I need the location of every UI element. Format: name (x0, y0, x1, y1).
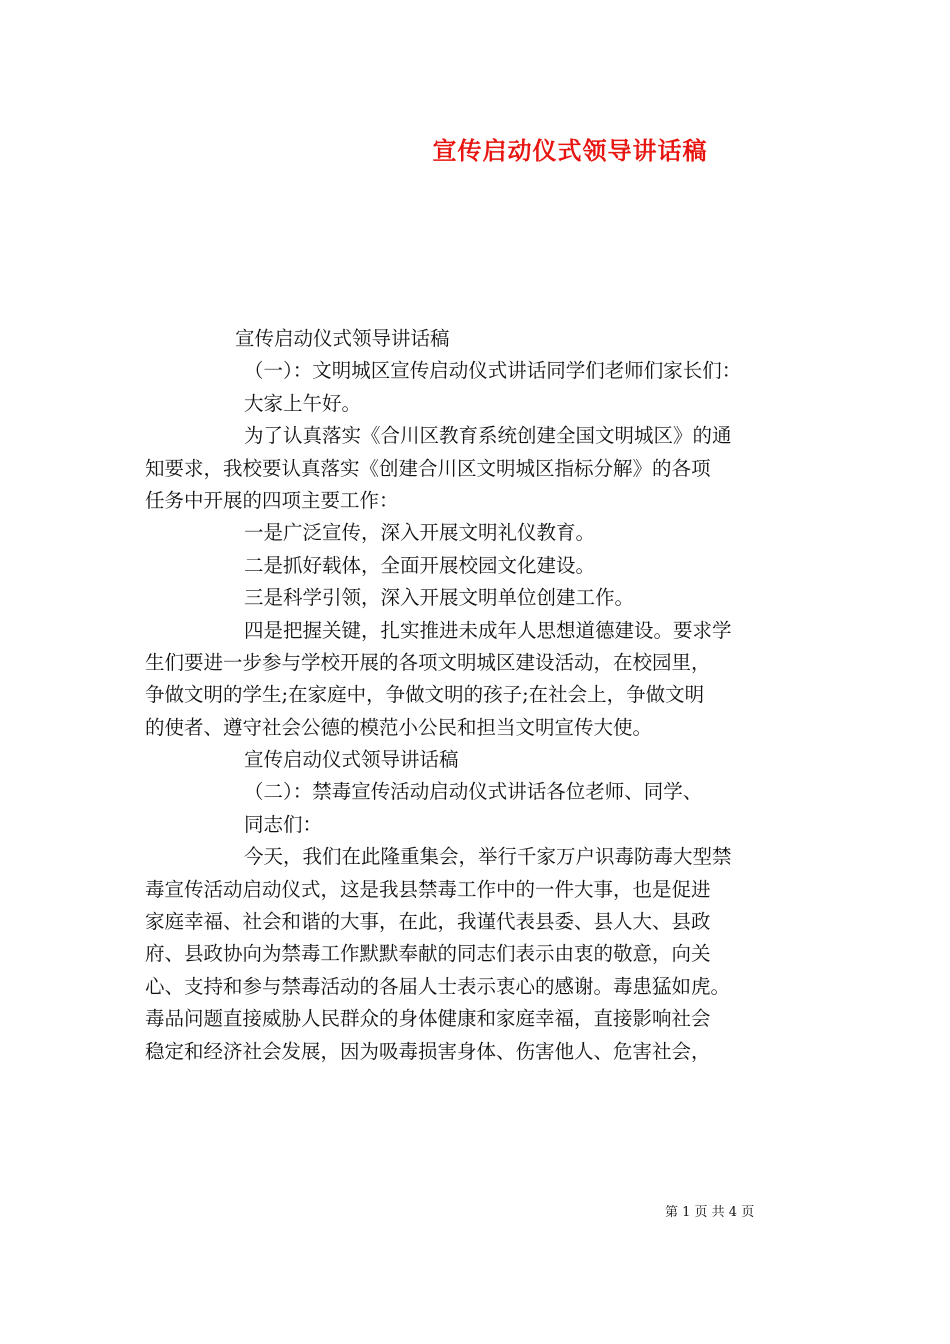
body-line: 同志们： (244, 812, 323, 836)
body-line: 二是抓好载体，全面开展校园文化建设。 (244, 553, 596, 577)
body-line: 争做文明的学生;在家庭中，争做文明的孩子;在社会上，争做文明 (145, 683, 705, 707)
body-line: 心、支持和参与禁毒活动的各届人士表示衷心的感谢。毒患猛如虎。 (145, 974, 731, 998)
page-indicator: 第 1 页 共 4 页 (665, 1205, 755, 1220)
body-line: 一是广泛宣传，深入开展文明礼仪教育。 (244, 521, 596, 545)
body-line: 生们要进一步参与学校开展的各项文明城区建设活动，在校园里， (145, 650, 711, 674)
body-line: 为了认真落实《合川区教育系统创建全国文明城区》的通 (244, 424, 732, 448)
body-line: 的使者、遵守社会公德的模范小公民和担当文明宣传大使。 (145, 715, 653, 739)
body-line: 府、县政协向为禁毒工作默默奉献的同志们表示由衷的敬意，向关 (145, 942, 711, 966)
body-line: 毒宣传活动启动仪式，这是我县禁毒工作中的一件大事，也是促进 (145, 877, 711, 901)
document-title: 宣传启动仪式领导讲话稿 (432, 136, 708, 165)
body-line: 大家上午好。 (244, 391, 362, 415)
body-line: 今天，我们在此隆重集会，举行千家万户识毒防毒大型禁 (244, 845, 732, 869)
body-line: （一）：文明城区宣传启动仪式讲话同学们老师们家长们： (244, 359, 742, 383)
body-line: 毒品问题直接威胁人民群众的身体健康和家庭幸福，直接影响社会 (145, 1007, 711, 1031)
body-line: 宣传启动仪式领导讲话稿 (244, 748, 459, 772)
body-line: 稳定和经济社会发展，因为吸毒损害身体、伤害他人、危害社会， (145, 1039, 711, 1063)
body-line: 家庭幸福、社会和谐的大事，在此，我谨代表县委、县人大、县政 (145, 910, 711, 934)
page-footer (0, 1203, 950, 1223)
body-line: 任务中开展的四项主要工作： (145, 488, 399, 512)
body-line: 四是把握关键，扎实推进未成年人思想道德建设。要求学 (244, 618, 732, 642)
body-line: 三是科学引领，深入开展文明单位创建工作。 (244, 586, 635, 610)
body-line: 宣传启动仪式领导讲话稿 (235, 327, 450, 350)
body-line: （二）：禁毒宣传活动启动仪式讲话各位老师、同学、 (244, 780, 703, 804)
document-body (145, 323, 810, 1068)
body-line: 知要求，我校要认真落实《创建合川区文明城区指标分解》的各项 (145, 456, 711, 480)
